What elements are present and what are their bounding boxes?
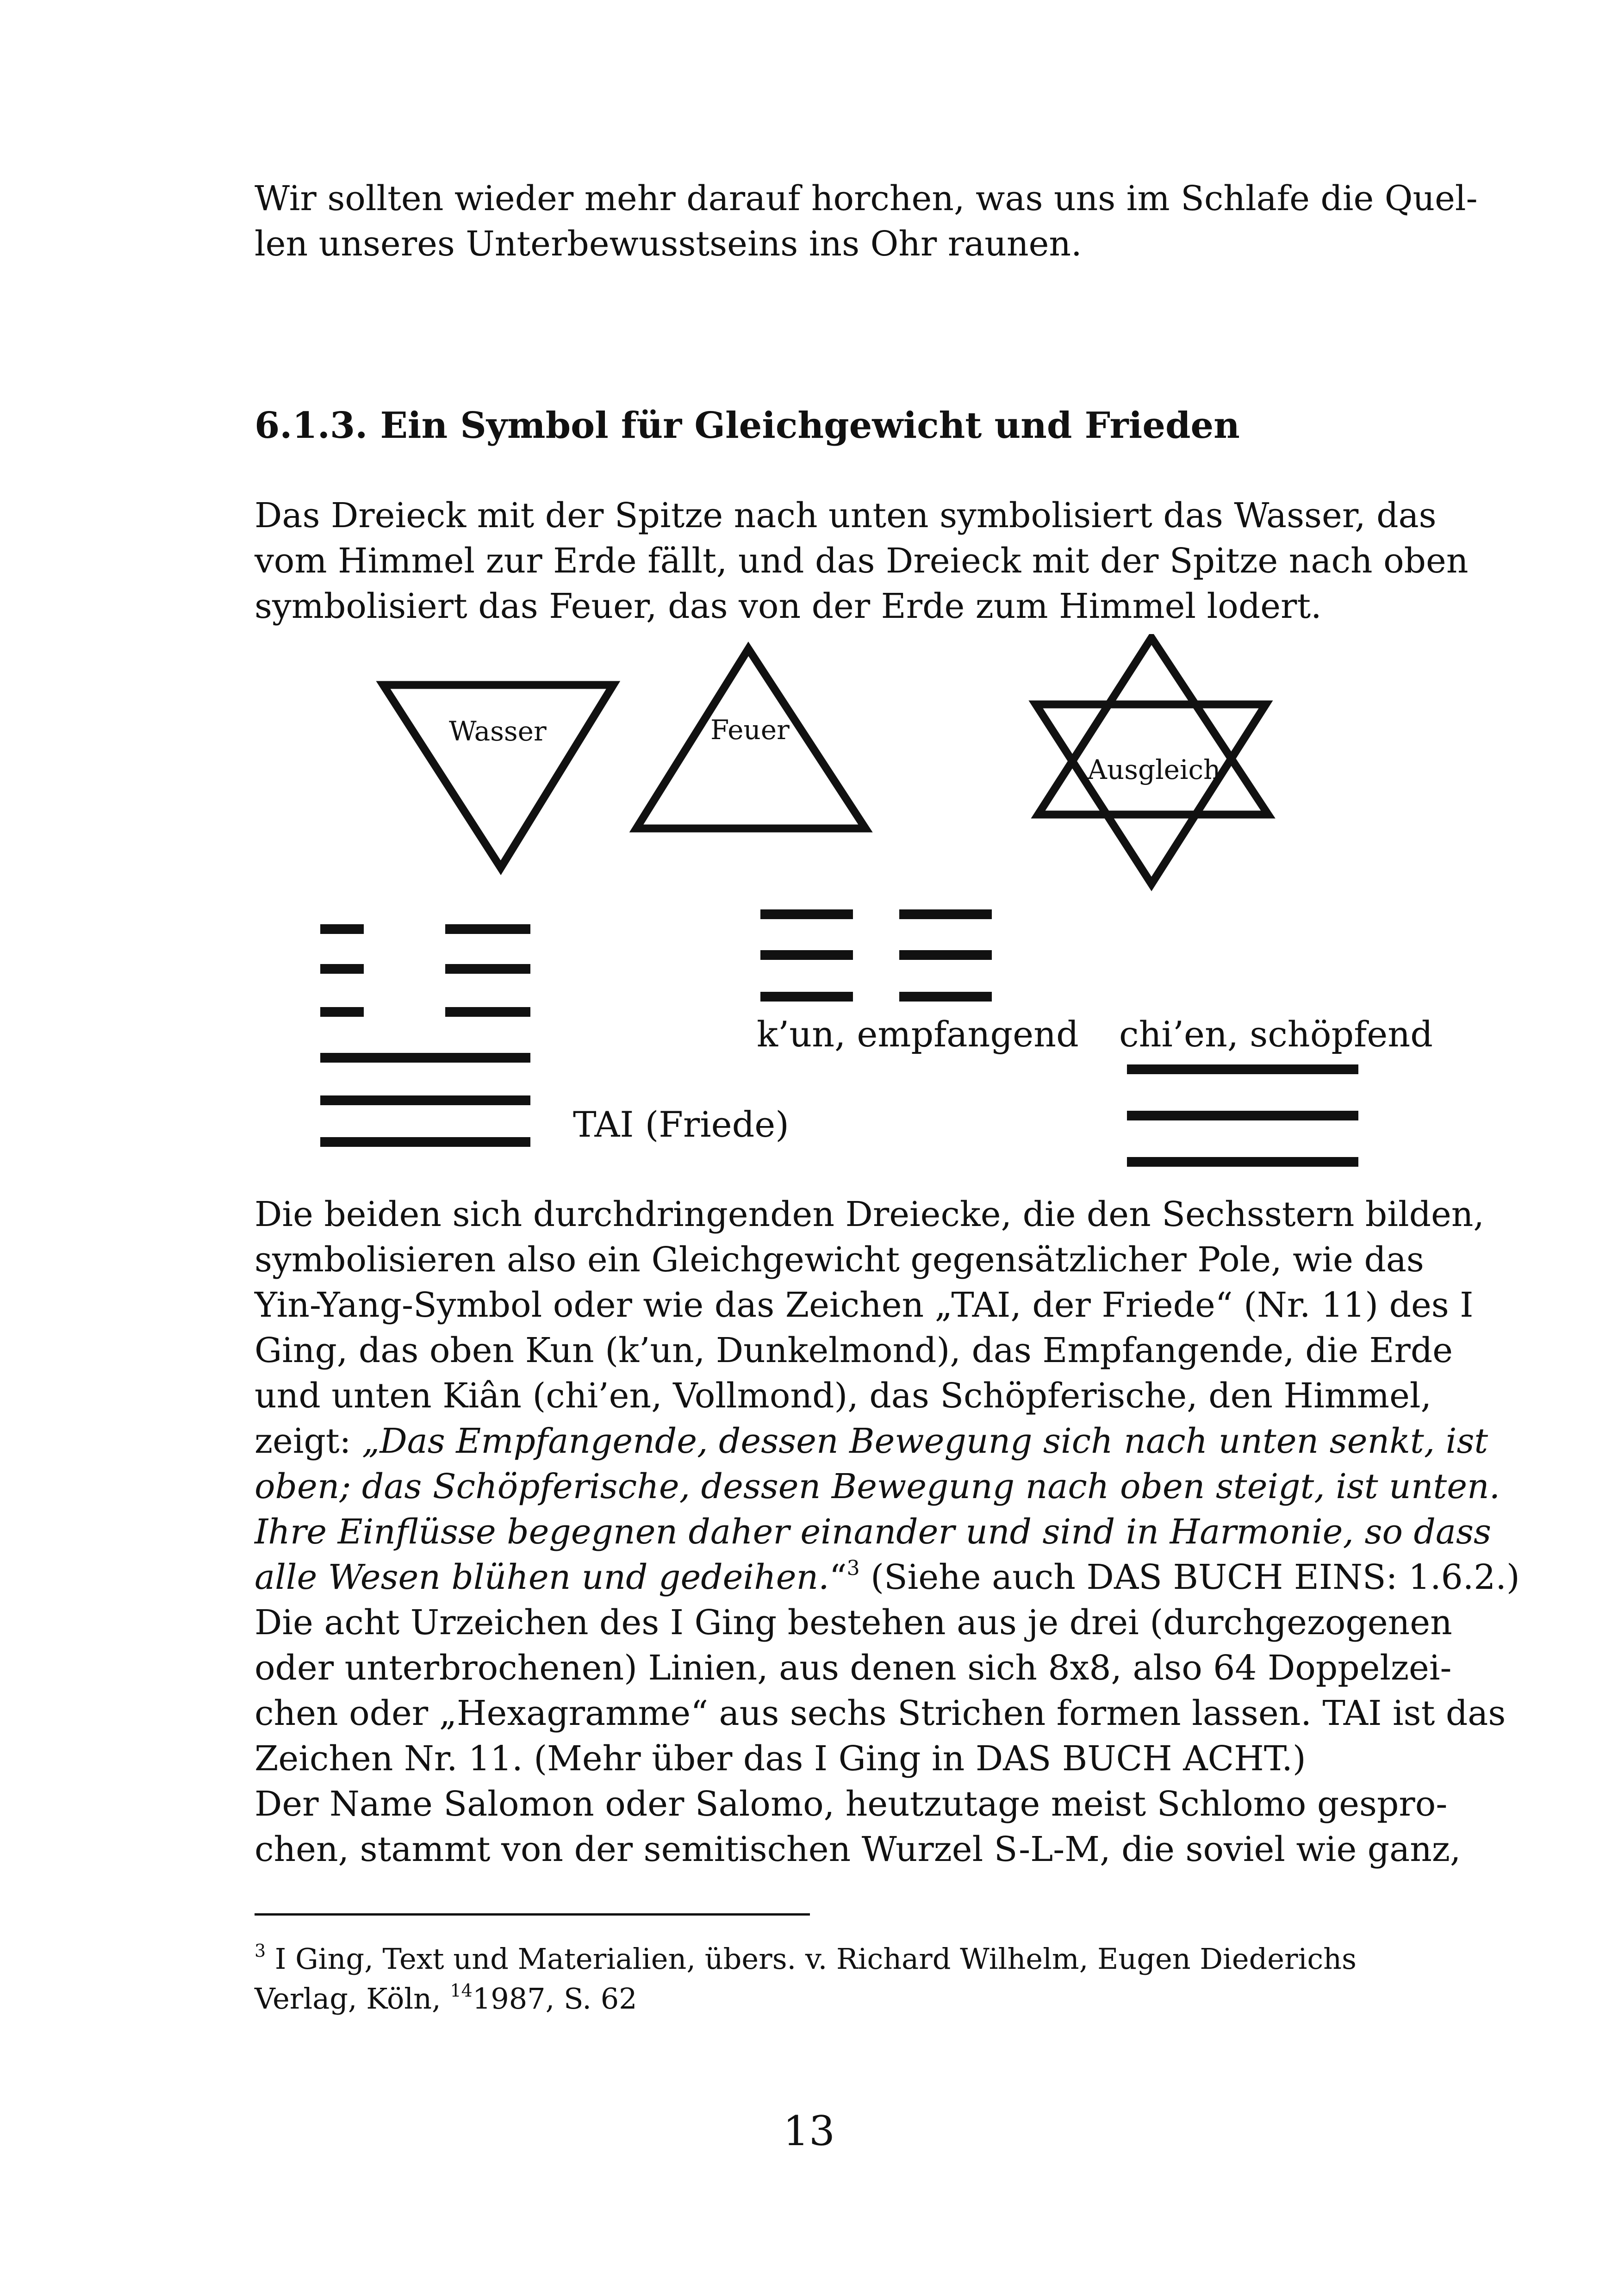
label-kun: k’un, empfangend	[757, 1014, 1079, 1055]
kun-broken-line	[899, 909, 992, 919]
paragraph-triangles	[255, 493, 1469, 629]
text-line: Wir sollten wieder mehr darauf horchen, was uns im Schlafe die Quel-	[255, 179, 1478, 218]
label-wasser: Wasser	[449, 716, 547, 747]
hexagram-down-triangle	[1036, 704, 1266, 884]
paragraph-hexagram	[255, 1192, 1520, 1872]
quote-line: oben; das Schöpferische, dessen Bewegung nach oben steigt, ist unten.	[255, 1467, 1500, 1506]
chien-solid-line	[1127, 1157, 1358, 1167]
footnote-marker[interactable]: 3	[846, 1556, 860, 1580]
text-line: symbolisieren also ein Gleichgewicht gegensätzlicher Pole, wie das	[255, 1240, 1424, 1280]
footnote-line	[255, 1979, 1423, 2019]
label-feuer: Feuer	[710, 714, 790, 746]
kun-broken-line	[899, 992, 992, 1002]
footnote-number: 3	[255, 1941, 266, 1961]
tai-solid-line	[320, 1053, 530, 1063]
text-line	[255, 1555, 1520, 1600]
text-segment: 1987, S. 62	[472, 1982, 637, 2016]
text-segment: “	[829, 1557, 847, 1597]
intro-paragraph	[255, 176, 1478, 267]
footnote	[255, 1939, 1423, 2019]
chien-solid-line	[1127, 1111, 1358, 1120]
text-line: Der Name Salomon oder Salomo, heutzutage meist Schlomo gespro-	[255, 1784, 1448, 1824]
kun-broken-line	[760, 909, 853, 919]
footnote-divider	[255, 1913, 810, 1916]
page-number: 13	[783, 2107, 835, 2155]
symbol-drawing	[0, 634, 1618, 1189]
tai-broken-line	[445, 964, 530, 974]
chien-solid-line	[1127, 1064, 1358, 1074]
edition-number: 14	[450, 1980, 473, 2001]
tai-broken-line	[320, 1007, 364, 1017]
text-line: oder unterbrochenen) Linien, aus denen sich 8x8, also 64 Doppelzei-	[255, 1648, 1452, 1688]
quote-line: Ihre Einflüsse begegnen daher einander und sind in Harmonie, so dass	[255, 1512, 1491, 1552]
text-line: Die acht Urzeichen des I Ging bestehen aus je drei (durchgezogenen	[255, 1603, 1452, 1643]
label-chien: chi’en, schöpfend	[1119, 1014, 1433, 1055]
text-line: Yin-Yang-Symbol oder wie das Zeichen „TAI, der Friede“ (Nr. 11) des I	[255, 1285, 1474, 1325]
text-line: vom Himmel zur Erde fällt, und das Dreieck mit der Spitze nach oben	[255, 541, 1469, 581]
text-line: Ging, das oben Kun (k’un, Dunkelmond), das Empfangende, die Erde	[255, 1331, 1453, 1370]
text-line: symbolisiert das Feuer, das von der Erde zum Himmel lodert.	[255, 586, 1322, 626]
kun-broken-line	[760, 992, 853, 1002]
quote-italic: alle Wesen blühen und gedeihen.	[255, 1557, 829, 1597]
quote-italic: „Das Empfangende, dessen Bewegung sich nach unten senkt, ist	[362, 1421, 1488, 1461]
hexagram-up-triangle	[1038, 638, 1268, 815]
text-segment: Verlag, Köln,	[255, 1982, 450, 2016]
kun-broken-line	[760, 950, 853, 960]
kun-broken-line	[899, 950, 992, 960]
text-line: Zeichen Nr. 11. (Mehr über das I Ging in DAS BUCH ACHT.)	[255, 1739, 1306, 1779]
tai-solid-line	[320, 1095, 530, 1105]
tai-broken-line	[320, 924, 364, 934]
label-tai: TAI (Friede)	[573, 1104, 789, 1145]
label-ausgleich: Ausgleich	[1088, 754, 1221, 785]
tai-solid-line	[320, 1137, 530, 1147]
tai-broken-line	[445, 924, 530, 934]
section-heading: 6.1.3. Ein Symbol für Gleichgewicht und Frieden	[255, 404, 1240, 447]
text-line: len unseres Unterbewusstseins ins Ohr raunen.	[255, 224, 1082, 264]
text-line: Die beiden sich durchdringenden Dreiecke, die den Sechsstern bilden,	[255, 1195, 1484, 1234]
text-segment: (Siehe auch DAS BUCH EINS: 1.6.2.)	[859, 1557, 1520, 1597]
text-line: und unten Kiân (chi’en, Vollmond), das Schöpferische, den Himmel,	[255, 1376, 1432, 1416]
text-line	[255, 1419, 1488, 1464]
water-triangle	[383, 685, 613, 868]
text-line: chen, stammt von der semitischen Wurzel S-L-M, die soviel wie ganz,	[255, 1829, 1461, 1869]
symbol-figure	[0, 634, 1618, 1189]
text-segment: I Ging, Text und Materialien, übers. v. Richard Wilhelm, Eugen Diederichs	[266, 1942, 1357, 1976]
text-line: chen oder „Hexagramme“ aus sechs Strichen formen lassen. TAI ist das	[255, 1693, 1506, 1733]
footnote-line	[255, 1939, 1423, 1979]
text-line: Das Dreieck mit der Spitze nach unten symbolisiert das Wasser, das	[255, 496, 1437, 535]
tai-broken-line	[320, 964, 364, 974]
text-segment: zeigt:	[255, 1421, 362, 1461]
tai-broken-line	[445, 1007, 530, 1017]
